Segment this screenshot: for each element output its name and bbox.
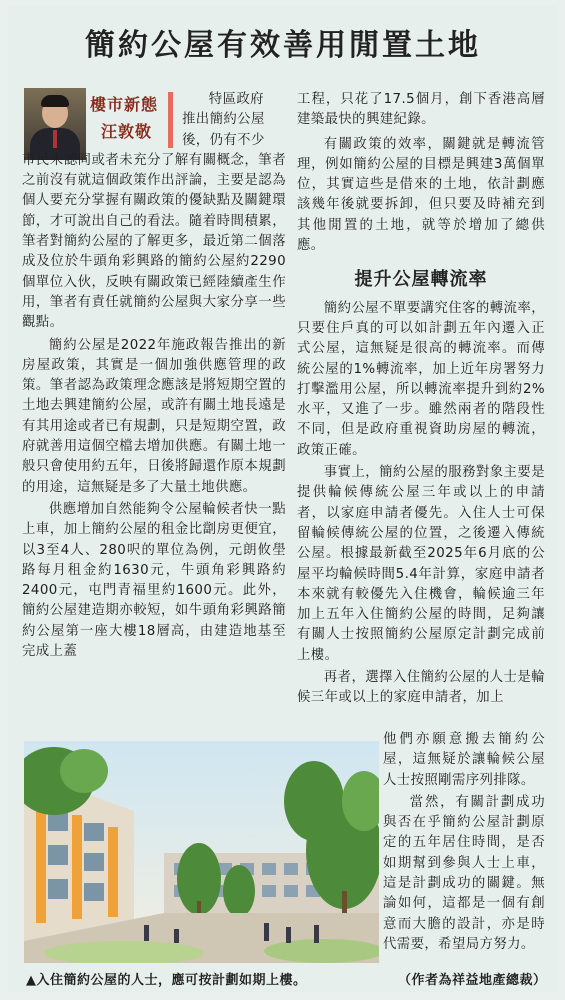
newspaper-page <box>8 6 558 992</box>
paragraph: 供應增加自然能夠令公屋輪候者快一點上車，加上簡約公屋的租金比劏房更便宜，以3至4人、280呎的單位為例，元朗攸壆路每月租金約1630元，牛頭角彩興路約2400元，屯門青福里約1600元。此外，簡約公屋建造期亦較短，如牛頭角彩興路簡約公屋第一座大樓18層高，由建造地基至完成上蓋 <box>22 501 286 660</box>
paragraph: 市民未認同或者未充分了解有關概念，筆者之前沒有就這個政策作出評論，主要是認為個人要充分掌握有關政策的優缺點及關鍵環節，才可說出自己的看法。隨着時間積累，筆者對簡約公屋的了解更多，最近第二個落成及位於牛頭角彩興路的簡約公屋約2290個單位入伙，反映有關政策已經陸續產生作用，筆者有責任就簡約公屋與大家分享一些觀點。 <box>22 152 286 331</box>
opening-lines <box>22 90 286 151</box>
opening-line-2: 推出簡約公屋 <box>182 112 265 128</box>
paragraph: 簡約公屋是2022年施政報告推出的新房屋政策，其實是一個加強供應管理的政策。筆者認為政策理念應該是將短期空置的土地去興建簡約公屋，或許有關土地長遠是有其用途或者已有規劃，只是短期空置，政府就善用這個空檔去增加供應。有關土地一般只會使用約五年，日後將歸還作原本規劃的用途，這無疑是多了大量土地供應。 <box>22 337 286 495</box>
paragraph: 事實上，簡約公屋的服務對象主要是提供輪候傳統公屋三年或以上的申請者，以家庭申請者優先。入住人士可保留輪候傳統公屋的位置，之後遷入傳統公屋。根據最新截至2025年6月底的公屋平均輪候時間5.4年計算，家庭申請者本來就有較優先入住機會，輪候逾三年加上五年入住簡約公屋的時間，足夠讓有關人士按照簡約公屋原定計劃完成前上樓。 <box>297 465 545 663</box>
opening-line-3: 後，仍有不少 <box>182 132 265 148</box>
byline: （作者為祥益地產總裁） <box>398 973 547 988</box>
paragraph: 簡約公屋不單要講究住客的轉流率，只要住戶真的可以如計劃五年內遷入正式公屋，這無疑是很高的轉流率。而傳統公屋的1%轉流率，加上近年房署努力打擊濫用公屋，所以轉流率提升到約2%水平，又進了一步。雖然兩者的階段性不同，但是政府重視資助房屋的轉流，政策正確。 <box>297 300 545 458</box>
paragraph: 他們亦願意搬去簡約公屋，這無疑於讓輪候公屋人士按照剛需序列排隊。 <box>383 732 545 788</box>
column-tag: 樓市新態 <box>90 95 159 114</box>
right-column <box>297 90 545 709</box>
headline: 簡約公屋有效善用閒置土地 <box>85 28 481 63</box>
paragraph: 有關政策的效率，關鍵就是轉流管理，例如簡約公屋的目標是興建3萬個單位，其實這些是借來的土地，依計劃應該幾年後就要拆卸，但只要及時補充到其他閒置的土地，就等於增加了總供應。 <box>297 136 545 254</box>
housing-rendering-image <box>24 741 379 963</box>
paragraph: 當然，有關計劃成功與否在乎簡約公屋計劃原定的五年居住時間，是否如期幫到參與人士上車，這是計劃成功的關鍵。無論如何，這都是一個有創意而大膽的設計，亦是時代需要，希望局方努力。 <box>383 794 545 952</box>
paragraph: 工程，只花了17.5個月，創下香港高層建築最快的興建紀錄。 <box>297 92 545 128</box>
right-column-bottom <box>383 730 545 955</box>
opening-line-1: 特區政府 <box>208 92 264 107</box>
author-name: 汪敦敬 <box>101 122 153 141</box>
photo-caption: ▲入住簡約公屋的人士，應可按計劃如期上樓。 <box>26 973 307 988</box>
paragraph: 再者，選擇入住簡約公屋的人士是輪候三年或以上的家庭申請者，加上 <box>297 670 545 706</box>
left-column <box>22 90 286 662</box>
subheading: 提升公屋轉流率 <box>354 269 488 291</box>
